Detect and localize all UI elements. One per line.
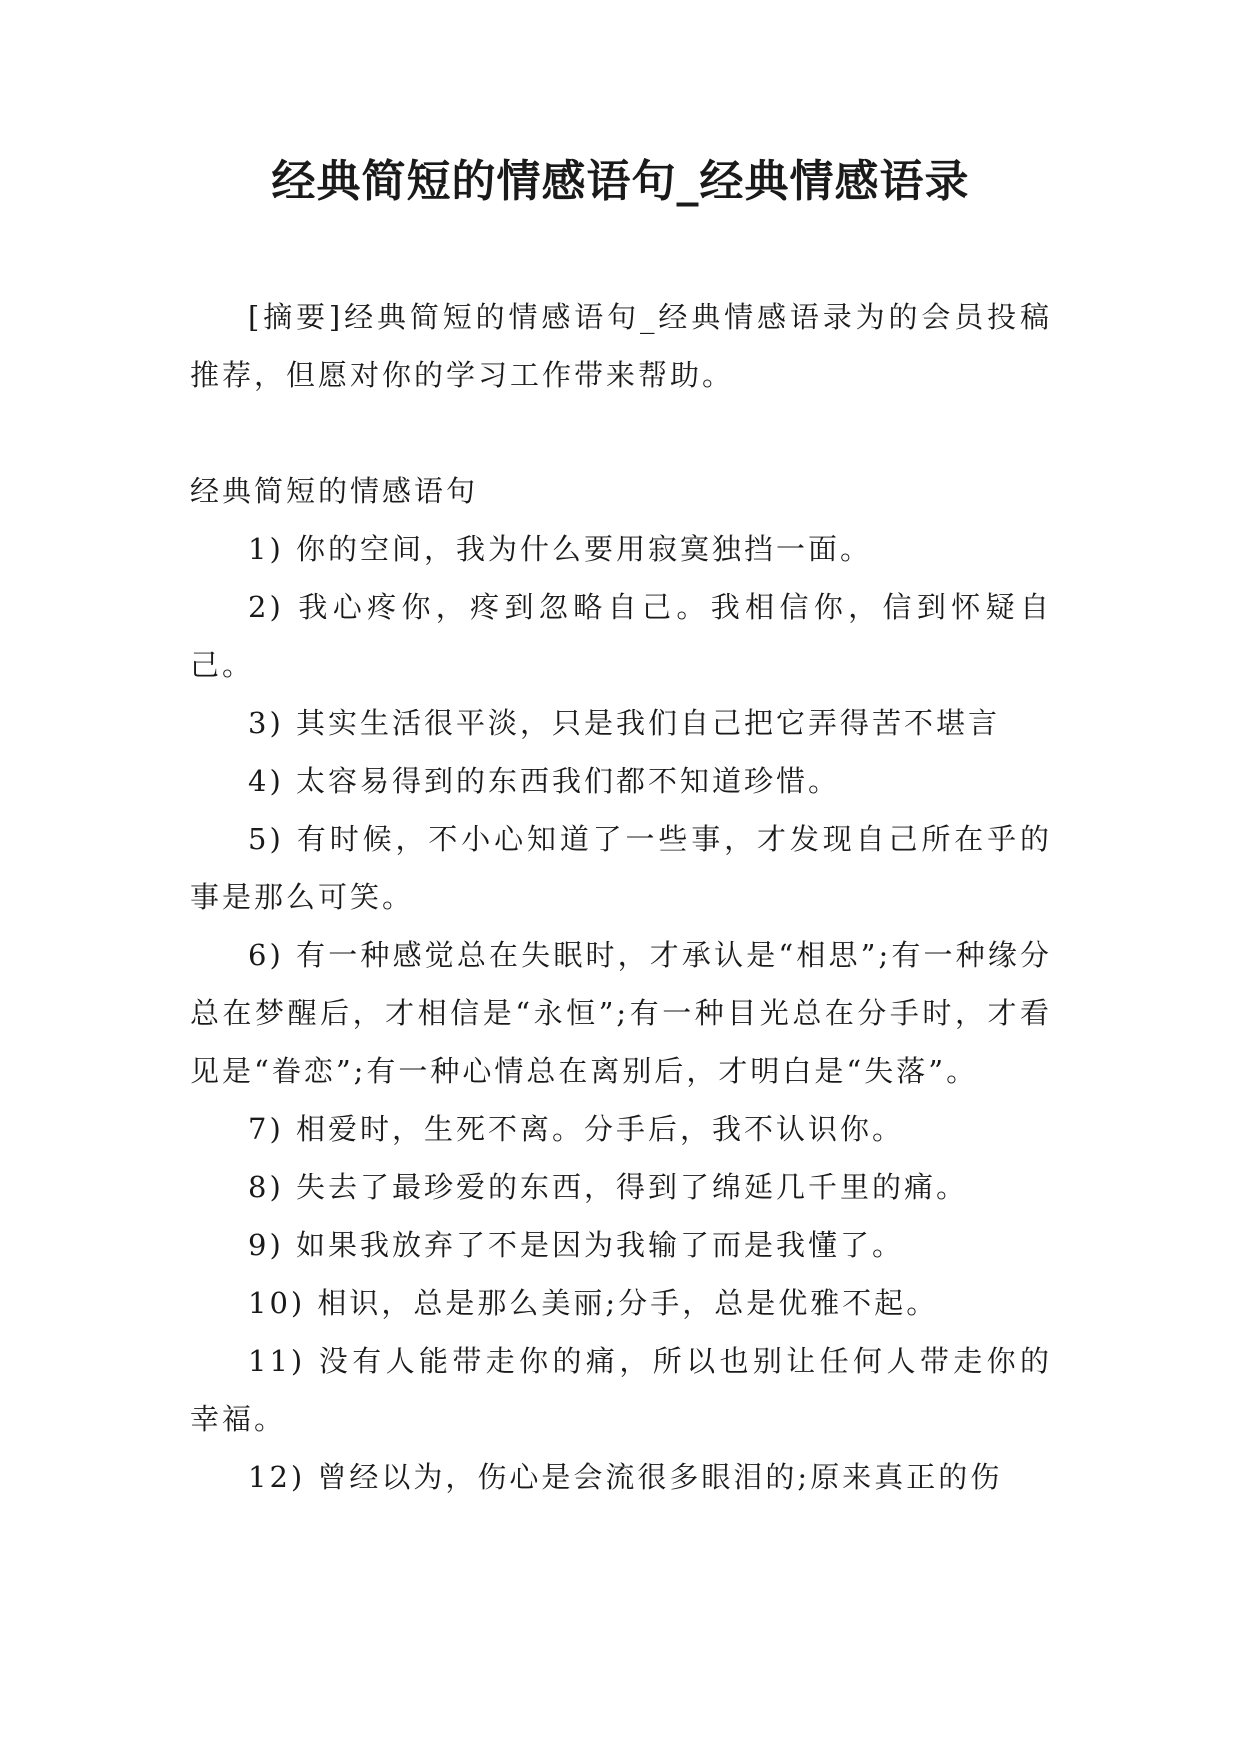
quote-item: 9) 如果我放弃了不是因为我输了而是我懂了。 — [248, 1228, 904, 1262]
quote-item: 7) 相爱时，生死不离。分手后，我不认识你。 — [248, 1112, 904, 1146]
quote-item: 10) 相识，总是那么美丽;分手，总是优雅不起。 — [248, 1286, 939, 1320]
quote-item: 8) 失去了最珍爱的东西，得到了绵延几千里的痛。 — [248, 1170, 968, 1204]
quote-item: 5) 有时候，不小心知道了一些事，才发现自己所在乎的事是那么可笑。 — [190, 822, 1052, 914]
document-title: 经典简短的情感语句_经典情感语录 — [271, 156, 970, 207]
quote-item: 2) 我心疼你，疼到忽略自己。我相信你，信到怀疑自己。 — [190, 590, 1052, 682]
abstract-paragraph: [摘要]经典简短的情感语句_经典情感语录为的会员投稿推荐，但愿对你的学习工作带来帮助。 — [190, 300, 1052, 392]
quote-item: 11) 没有人能带走你的痛，所以也别让任何人带走你的幸福。 — [190, 1344, 1052, 1436]
section-heading: 经典简短的情感语句 — [190, 474, 479, 508]
document-body — [190, 288, 1052, 1506]
quote-item: 4) 太容易得到的东西我们都不知道珍惜。 — [248, 764, 840, 798]
quote-item: 6) 有一种感觉总在失眠时，才承认是“相思”;有一种缘分总在梦醒后，才相信是“永恒”;有一种目光总在分手时，才看见是“眷恋”;有一种心情总在离别后，才明白是“失落”。 — [190, 938, 1052, 1088]
quote-item: 12) 曾经以为，伤心是会流很多眼泪的;原来真正的伤 — [248, 1460, 1003, 1494]
quote-item: 3) 其实生活很平淡，只是我们自己把它弄得苦不堪言 — [248, 706, 1000, 740]
quote-item: 1) 你的空间，我为什么要用寂寞独挡一面。 — [248, 532, 872, 566]
